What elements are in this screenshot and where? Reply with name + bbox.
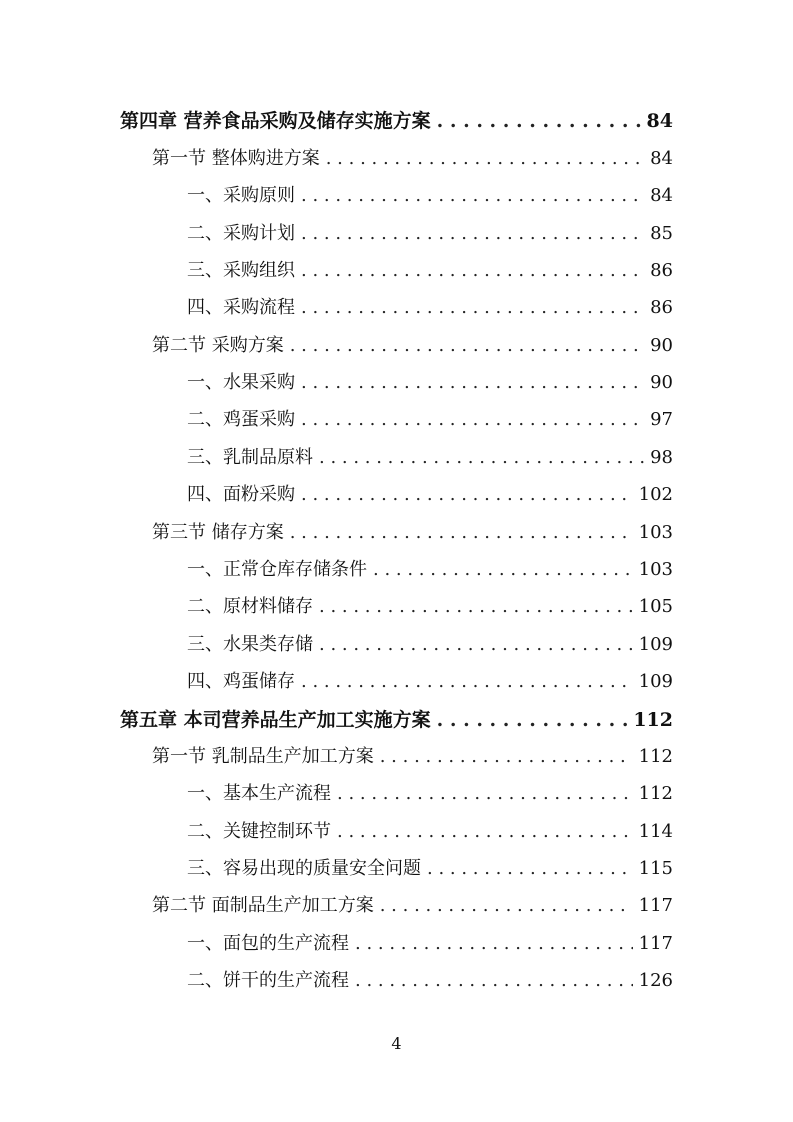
toc-entry-label: 二、饼干的生产流程 [187, 970, 349, 991]
toc-entry[interactable] [120, 106, 673, 133]
toc-entry-page: 103 [638, 522, 673, 543]
toc-entry-label: 第一节 乳制品生产加工方案 [152, 746, 374, 767]
toc-entry-label: 二、原材料储存 [187, 596, 313, 617]
toc-entry-page: 112 [638, 746, 673, 767]
toc-entry[interactable] [152, 518, 673, 544]
toc-entry-label: 三、水果类存储 [187, 634, 313, 655]
toc-entry-page: 126 [638, 970, 673, 991]
toc-entry[interactable] [120, 705, 673, 732]
dot-leader [301, 409, 644, 430]
toc-entry[interactable] [187, 592, 673, 618]
toc-entry-page: 105 [638, 596, 673, 617]
dot-leader [437, 110, 641, 132]
toc-entry-label: 三、乳制品原料 [187, 447, 313, 468]
toc-entry-page: 117 [638, 895, 673, 916]
toc-entry[interactable] [187, 293, 673, 319]
toc-entry[interactable] [187, 630, 673, 656]
toc-entry-page: 84 [650, 185, 673, 206]
toc-entry-label: 四、采购流程 [187, 297, 295, 318]
toc-entry-page: 84 [646, 110, 673, 132]
dot-leader [337, 821, 633, 842]
dot-leader [301, 297, 644, 318]
dot-leader [319, 447, 644, 468]
toc-entry[interactable] [187, 667, 673, 693]
toc-entry-page: 115 [638, 858, 673, 879]
toc-entry-page: 112 [638, 783, 673, 804]
dot-leader [301, 671, 633, 692]
toc-entry-label: 第二节 面制品生产加工方案 [152, 895, 374, 916]
toc-entry-label: 第一节 整体购进方案 [152, 148, 320, 169]
dot-leader [427, 858, 633, 879]
toc-entry-page: 98 [650, 447, 673, 468]
toc-entry-page: 86 [650, 297, 673, 318]
toc-entry-page: 90 [650, 372, 673, 393]
dot-leader [355, 933, 633, 954]
toc-entry-label: 二、关键控制环节 [187, 821, 331, 842]
dot-leader [290, 335, 644, 356]
toc-entry-page: 97 [650, 409, 673, 430]
toc-entry-page: 86 [650, 260, 673, 281]
toc-entry[interactable] [187, 555, 673, 581]
toc-entry-label: 第五章 本司营养品生产加工实施方案 [120, 709, 431, 731]
toc-entry[interactable] [187, 817, 673, 843]
toc-entry-page: 114 [638, 821, 673, 842]
dot-leader [380, 746, 633, 767]
dot-leader [380, 895, 633, 916]
toc-entry-page: 109 [638, 671, 673, 692]
toc-entry-label: 二、鸡蛋采购 [187, 409, 295, 430]
toc-entry[interactable] [187, 966, 673, 992]
dot-leader [301, 223, 644, 244]
toc-entry[interactable] [152, 331, 673, 357]
toc-entry-label: 第四章 营养食品采购及储存实施方案 [120, 110, 431, 132]
toc-entry[interactable] [187, 929, 673, 955]
toc-entry[interactable] [152, 891, 673, 917]
toc-entry-page: 85 [650, 223, 673, 244]
toc-entry-page: 112 [633, 709, 673, 731]
toc-entry[interactable] [187, 443, 673, 469]
toc-entry-page: 109 [638, 634, 673, 655]
toc-entry[interactable] [187, 181, 673, 207]
dot-leader [355, 970, 633, 991]
toc-entry[interactable] [187, 480, 673, 506]
toc-entry[interactable] [152, 144, 673, 170]
dot-leader [319, 634, 633, 655]
toc-entry-page: 102 [638, 484, 673, 505]
toc-entry-label: 二、采购计划 [187, 223, 295, 244]
toc-entry[interactable] [187, 854, 673, 880]
toc-entry[interactable] [187, 256, 673, 282]
dot-leader [437, 709, 628, 731]
toc-entry-label: 一、正常仓库存储条件 [187, 559, 367, 580]
toc-entry-label: 第三节 储存方案 [152, 522, 284, 543]
toc-entry-page: 84 [650, 148, 673, 169]
dot-leader [301, 260, 644, 281]
toc-entry-label: 一、采购原则 [187, 185, 295, 206]
toc-entry-label: 一、基本生产流程 [187, 783, 331, 804]
toc-entry[interactable] [187, 405, 673, 431]
dot-leader [290, 522, 633, 543]
toc-entry-page: 117 [638, 933, 673, 954]
toc-entry-label: 第二节 采购方案 [152, 335, 284, 356]
toc-entry-label: 四、面粉采购 [187, 484, 295, 505]
toc-entry-label: 一、水果采购 [187, 372, 295, 393]
dot-leader [301, 484, 633, 505]
toc-entry-label: 三、采购组织 [187, 260, 295, 281]
toc-entry-label: 一、面包的生产流程 [187, 933, 349, 954]
toc-entry[interactable] [152, 742, 673, 768]
toc-entry[interactable] [187, 779, 673, 805]
toc-entry-label: 四、鸡蛋储存 [187, 671, 295, 692]
dot-leader [337, 783, 633, 804]
dot-leader [373, 559, 633, 580]
toc-entry-label: 三、容易出现的质量安全问题 [187, 858, 421, 879]
page-number: 4 [391, 1034, 402, 1053]
dot-leader [301, 372, 644, 393]
toc-entry[interactable] [187, 368, 673, 394]
toc-entry[interactable] [187, 219, 673, 245]
dot-leader [319, 596, 633, 617]
dot-leader [301, 185, 644, 206]
toc-entry-page: 103 [638, 559, 673, 580]
toc-entry-page: 90 [650, 335, 673, 356]
dot-leader [326, 148, 644, 169]
